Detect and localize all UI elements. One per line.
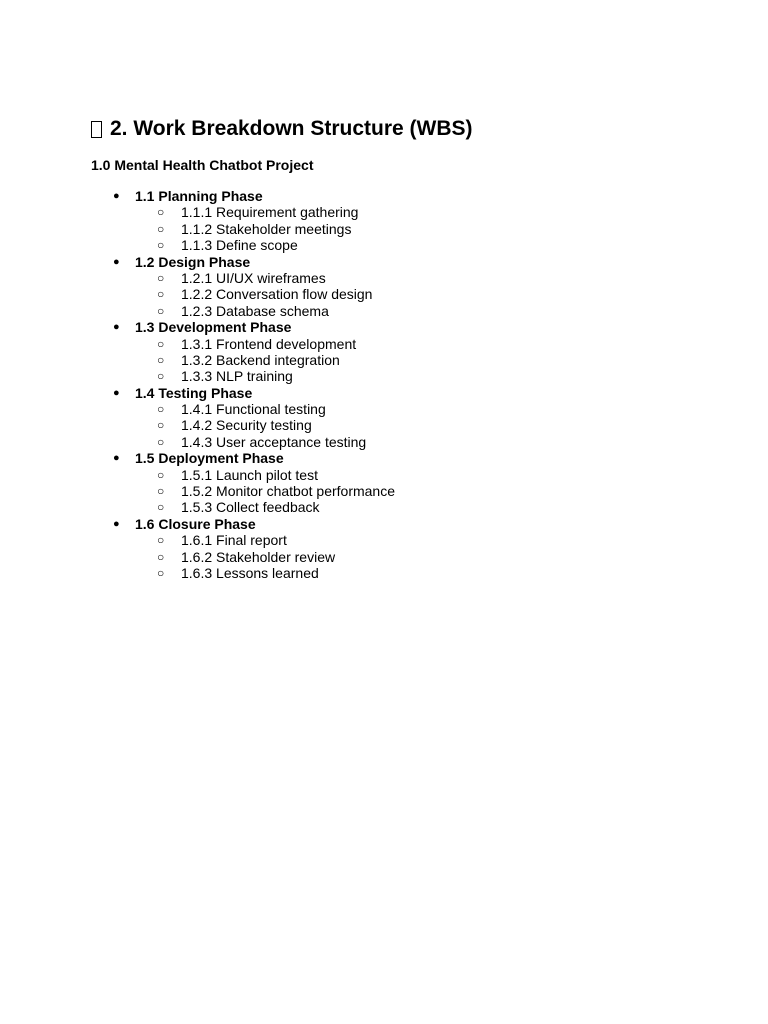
hollow-bullet-icon: ○	[157, 565, 165, 580]
hollow-bullet-icon: ○	[157, 369, 165, 384]
hollow-bullet-icon: ○	[157, 500, 165, 515]
wbs-task-item	[0, 467, 768, 483]
wbs-task-item	[0, 204, 768, 220]
wbs-task-label: 1.6.2 Stakeholder review	[181, 548, 336, 565]
filled-bullet-icon: ●	[113, 517, 120, 530]
wbs-task-label: 1.6.3 Lessons learned	[181, 564, 319, 581]
missing-glyph-box-icon	[91, 121, 102, 138]
wbs-outline	[0, 188, 768, 581]
wbs-task-item	[0, 499, 768, 515]
hollow-bullet-icon: ○	[157, 549, 165, 564]
filled-bullet-icon: ●	[113, 190, 120, 202]
wbs-task-label: 1.5.2 Monitor chatbot performance	[181, 483, 396, 500]
hollow-bullet-icon: ○	[157, 434, 165, 449]
wbs-task-label: 1.3.1 Frontend development	[181, 335, 357, 352]
wbs-task-item	[0, 286, 768, 302]
wbs-phase-label: 1.5 Deployment Phase	[135, 450, 284, 467]
wbs-phase-item	[0, 516, 768, 532]
hollow-bullet-icon: ○	[157, 336, 165, 351]
wbs-task-label: 1.2.2 Conversation flow design	[181, 286, 373, 303]
project-title: 1.0 Mental Health Chatbot Project	[91, 157, 314, 173]
wbs-task-label: 1.1.2 Stakeholder meetings	[181, 220, 352, 237]
wbs-task-label: 1.1.1 Requirement gathering	[181, 204, 359, 221]
wbs-task-label: 1.5.3 Collect feedback	[181, 499, 320, 516]
filled-bullet-icon: ●	[113, 321, 120, 334]
hollow-bullet-icon: ○	[157, 533, 165, 548]
wbs-task-label: 1.2.3 Database schema	[181, 302, 329, 319]
wbs-task-label: 1.2.1 UI/UX wireframes	[181, 269, 326, 286]
hollow-bullet-icon: ○	[157, 205, 165, 220]
page-title-text: 2. Work Breakdown Structure (WBS)	[110, 117, 473, 140]
wbs-task-item	[0, 565, 768, 581]
wbs-phase-item	[0, 450, 768, 466]
wbs-task-item	[0, 401, 768, 417]
wbs-task-item	[0, 303, 768, 319]
hollow-bullet-icon: ○	[157, 287, 165, 302]
hollow-bullet-icon: ○	[157, 402, 165, 417]
wbs-phase-item	[0, 254, 768, 270]
wbs-task-label: 1.1.3 Define scope	[181, 237, 298, 254]
wbs-task-item	[0, 336, 768, 352]
wbs-task-item	[0, 434, 768, 450]
wbs-task-item	[0, 221, 768, 237]
hollow-bullet-icon: ○	[157, 484, 165, 499]
wbs-phase-item	[0, 385, 768, 401]
wbs-phase-label: 1.4 Testing Phase	[135, 384, 253, 401]
wbs-task-label: 1.4.3 User acceptance testing	[181, 433, 367, 450]
wbs-phase-item	[0, 188, 768, 204]
wbs-phase-label: 1.3 Development Phase	[135, 319, 292, 336]
hollow-bullet-icon: ○	[157, 418, 165, 433]
filled-bullet-icon: ●	[113, 386, 120, 399]
hollow-bullet-icon: ○	[157, 467, 165, 482]
wbs-phase-item	[0, 319, 768, 335]
wbs-task-label: 1.3.3 NLP training	[181, 368, 293, 385]
page-title	[91, 116, 473, 142]
wbs-task-item	[0, 270, 768, 286]
wbs-task-item	[0, 417, 768, 433]
wbs-task-item	[0, 549, 768, 565]
hollow-bullet-icon: ○	[157, 303, 165, 318]
wbs-phase-label: 1.1 Planning Phase	[135, 188, 263, 204]
filled-bullet-icon: ●	[113, 452, 120, 465]
wbs-phase-label: 1.6 Closure Phase	[135, 515, 256, 532]
wbs-task-item	[0, 532, 768, 548]
wbs-task-label: 1.5.1 Launch pilot test	[181, 466, 318, 483]
wbs-task-item	[0, 368, 768, 384]
wbs-task-item	[0, 483, 768, 499]
hollow-bullet-icon: ○	[157, 270, 165, 285]
hollow-bullet-icon: ○	[157, 238, 165, 253]
wbs-phase-label: 1.2 Design Phase	[135, 253, 251, 270]
wbs-task-item	[0, 237, 768, 253]
filled-bullet-icon: ●	[113, 255, 120, 268]
wbs-task-item	[0, 352, 768, 368]
hollow-bullet-icon: ○	[157, 221, 165, 236]
hollow-bullet-icon: ○	[157, 352, 165, 367]
wbs-task-label: 1.4.1 Functional testing	[181, 401, 326, 418]
wbs-task-label: 1.4.2 Security testing	[181, 417, 312, 434]
wbs-task-label: 1.6.1 Final report	[181, 532, 287, 549]
wbs-task-label: 1.3.2 Backend integration	[181, 351, 340, 368]
